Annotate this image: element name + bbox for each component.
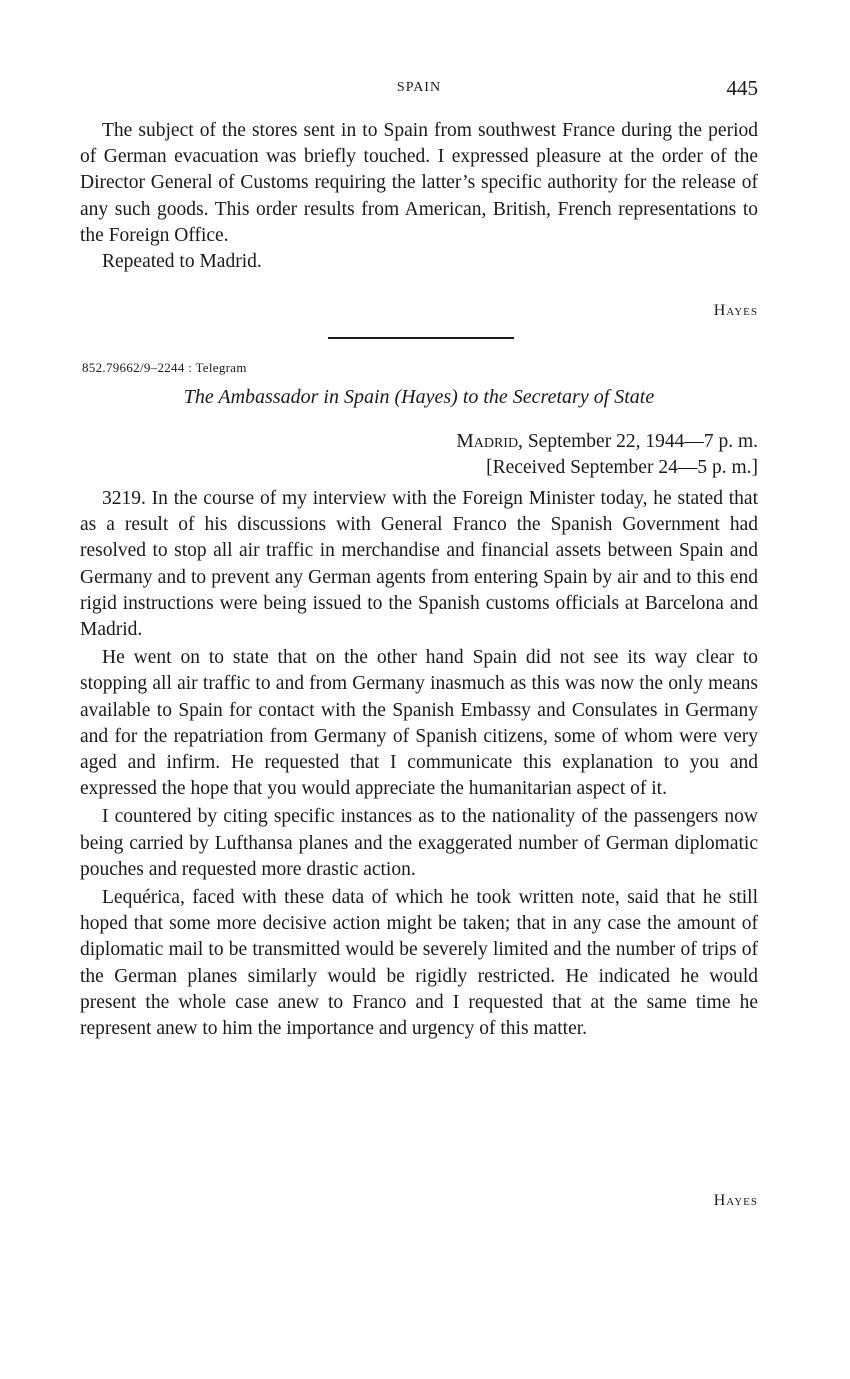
dateline-place: Madrid, — [456, 431, 523, 452]
telegram-signature: Hayes — [713, 1192, 758, 1209]
telegram-paragraph: I countered by citing specific instances as to the nationality of the passengers now being carried by Lufthansa planes and the exaggerated number of German diplomatic pouches and requested more drastic action. — [80, 806, 758, 880]
repeated-note: Repeated to Madrid. — [102, 251, 262, 273]
running-head — [80, 76, 758, 100]
intro-paragraph: The subject of the stores sent in to Spain from southwest France during the period of German evacuation was briefly touched. I expressed pleasure at the order of the Director General of Customs requiring the latter’s specific authority for the release of any such goods. This order results from American, British, French representations to the Foreign Office. — [80, 120, 758, 246]
running-title: SPAIN — [396, 80, 442, 95]
page-number: 445 — [726, 76, 758, 100]
document-title: The Ambassador in Spain (Hayes) to the Secretary of State — [183, 386, 655, 408]
intro-signature: Hayes — [713, 302, 758, 319]
file-reference: 852.79662/9–2244 : Telegram — [82, 360, 247, 375]
dateline — [456, 429, 758, 481]
dateline-date: September 22, 1944—7 p. m. — [522, 431, 758, 452]
telegram-paragraph: 3219. In the course of my interview with the Foreign Minister today, he stated that as a result of his discussions with General Franco the Spanish Government had resolved to stop all air traffic in merchandise and financial assets between Spain and Germany and to prevent any German agents from entering Spain by air and to this end rigid instructions were being issued to the Spanish customs officials at Barcelona and Madrid. — [80, 488, 758, 641]
intro-section — [80, 118, 758, 275]
dateline-sent — [456, 429, 758, 455]
telegram-paragraph: Lequérica, faced with these data of which he took written note, said that he still hoped that some more decisive action might be taken; that in any case the amount of diplomatic mail to be transmitted would be severely limited and the number of trips of the German planes similarly would be rigidly restricted. He indicated he would present the whole case anew to Franco and I requested that at the same time he represent anew to him the importance and urgency of this matter. — [80, 887, 758, 1040]
section-divider — [328, 337, 514, 339]
dateline-received: [Received September 24—5 p. m.] — [486, 457, 758, 479]
telegram-paragraph: He went on to state that on the other hand Spain did not see its way clear to stopping all air traffic to and from Germany inasmuch as this was now the only means available to Spain for contact with the Spanish Embassy and Consulates in Germany and for the repatriation from Germany of Spanish citizens, some of whom were very aged and infirm. He requested that I communicate this explanation to you and expressed the hope that you would appreciate the humanitarian aspect of it. — [80, 647, 758, 800]
telegram-body — [80, 486, 758, 1042]
